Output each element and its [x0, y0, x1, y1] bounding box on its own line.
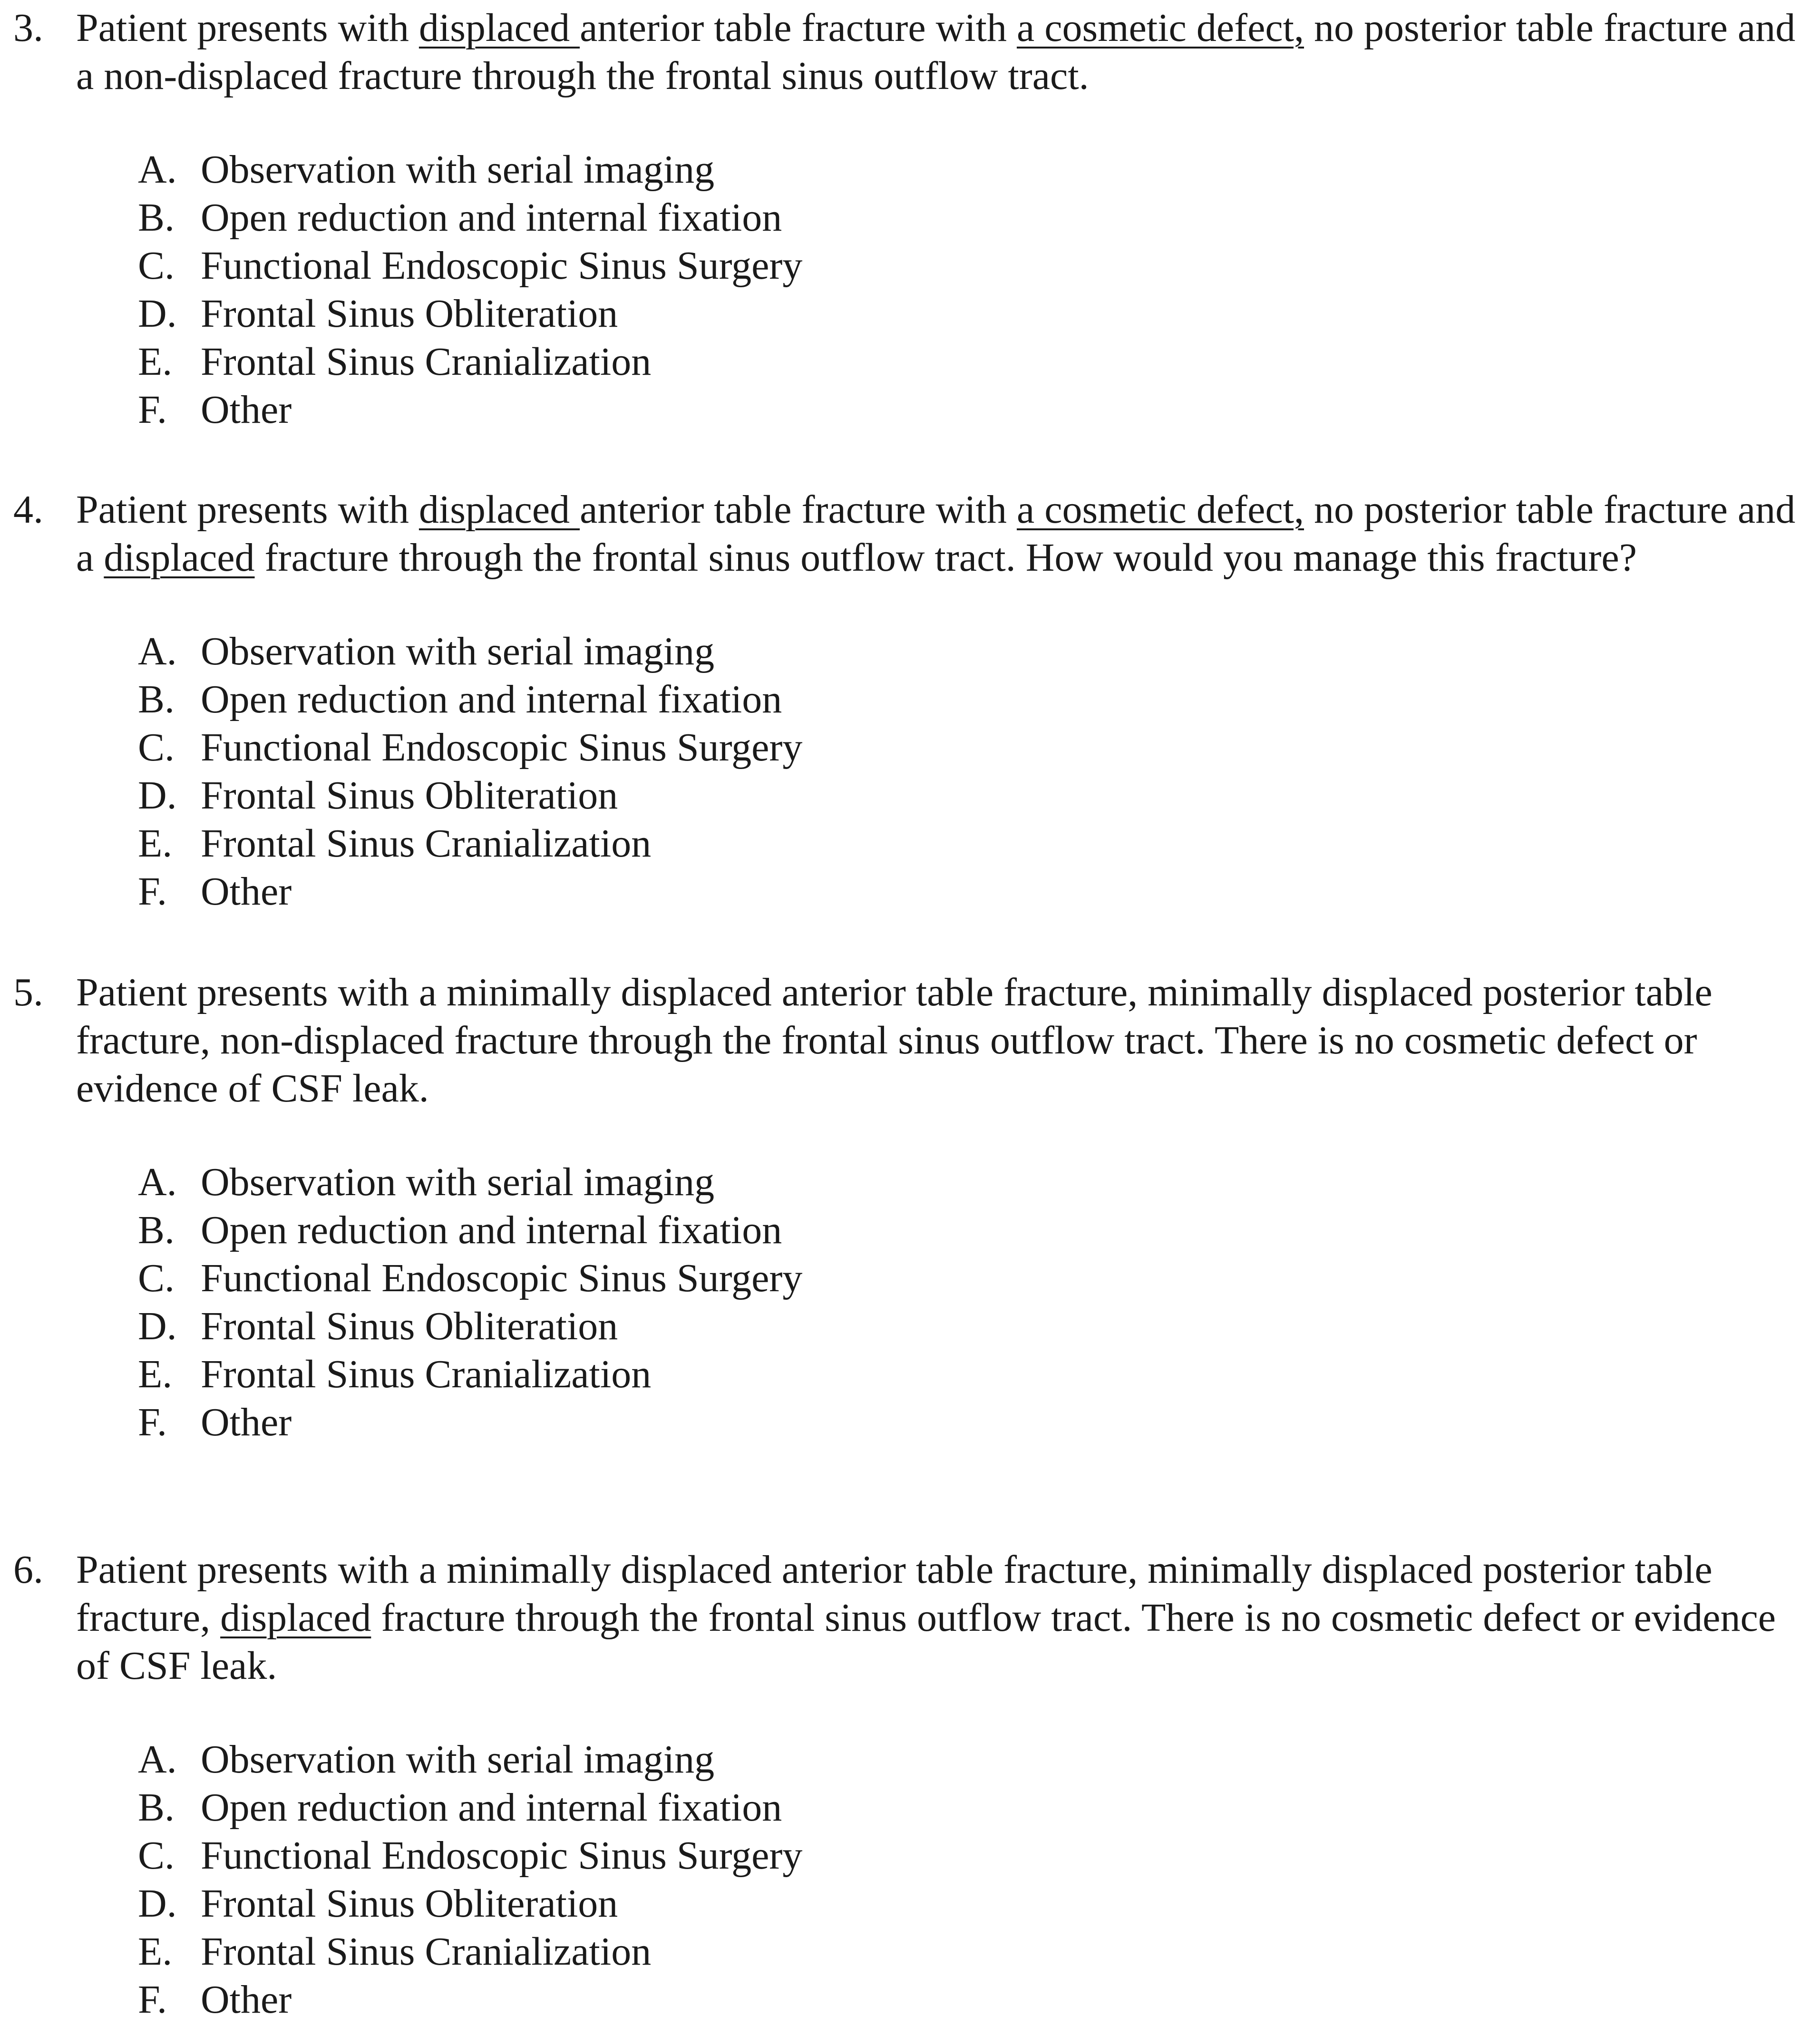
answer-choices — [0, 627, 1820, 916]
choice-letter: A. — [138, 1160, 177, 1204]
answer-choice[interactable] — [0, 627, 1820, 675]
choice-letter: C. — [138, 1833, 175, 1878]
question-6 — [0, 1546, 1820, 2024]
choice-text: Open reduction and internal fixation — [201, 1785, 782, 1830]
question-number: 5. — [13, 970, 43, 1014]
choice-text: Open reduction and internal fixation — [201, 195, 782, 240]
answer-choice[interactable] — [0, 1398, 1820, 1446]
choice-text: Frontal Sinus Obliteration — [201, 1881, 618, 1926]
answer-choice[interactable] — [0, 1254, 1820, 1302]
choice-letter: B. — [138, 1785, 175, 1830]
answer-choice[interactable] — [0, 194, 1820, 242]
choice-text: Frontal Sinus Obliteration — [201, 292, 618, 336]
question-number: 6. — [13, 1548, 43, 1592]
choice-text: Frontal Sinus Obliteration — [201, 1304, 618, 1348]
choice-text: Frontal Sinus Cranialization — [201, 1929, 652, 1974]
answer-choice[interactable] — [0, 290, 1820, 338]
answer-choice[interactable] — [0, 1735, 1820, 1783]
choice-letter: B. — [138, 677, 175, 721]
choice-text: Frontal Sinus Cranialization — [201, 340, 652, 384]
answer-choice[interactable] — [0, 723, 1820, 771]
choice-letter: A. — [138, 629, 177, 673]
question-stem: 5. Patient presents with a minimally displaced anterior table fracture, minimally displaced posterior table fracture, non-displaced fracture through the frontal sinus outflow tract. There is no cosmetic defect or evidence of CSF leak. — [0, 968, 1820, 1112]
choice-text: Functional Endoscopic Sinus Surgery — [201, 1256, 803, 1300]
choice-letter: D. — [138, 1304, 177, 1348]
question-number: 4. — [13, 487, 43, 532]
answer-choices — [0, 1158, 1820, 1446]
choice-letter: C. — [138, 725, 175, 770]
choice-text: Other — [201, 388, 292, 432]
answer-choice[interactable] — [0, 675, 1820, 723]
answer-choice[interactable] — [0, 338, 1820, 386]
choice-text: Frontal Sinus Cranialization — [201, 1352, 652, 1396]
answer-choice[interactable] — [0, 1928, 1820, 1976]
question-number: 3. — [13, 6, 43, 50]
choice-text: Frontal Sinus Obliteration — [201, 773, 618, 818]
answer-choice[interactable] — [0, 867, 1820, 916]
choice-text: Other — [201, 1978, 292, 2022]
choice-letter: B. — [138, 1208, 175, 1252]
choice-letter: D. — [138, 1881, 177, 1926]
answer-choice[interactable] — [0, 146, 1820, 194]
choice-letter: D. — [138, 292, 177, 336]
answer-choices — [0, 1735, 1820, 2024]
choice-letter: C. — [138, 244, 175, 288]
question-stem: 3. Patient presents with displaced anterior table fracture with a cosmetic defect, no posterior table fracture and a non-displaced fracture through the frontal sinus outflow tract. — [0, 4, 1820, 100]
choice-text: Functional Endoscopic Sinus Surgery — [201, 244, 803, 288]
answer-choice[interactable] — [0, 386, 1820, 434]
answer-choice[interactable] — [0, 771, 1820, 819]
answer-choice[interactable] — [0, 1976, 1820, 2024]
answer-choice[interactable] — [0, 1831, 1820, 1880]
choice-letter: E. — [138, 340, 173, 384]
choice-text: Functional Endoscopic Sinus Surgery — [201, 1833, 803, 1878]
answer-choice[interactable] — [0, 242, 1820, 290]
choice-letter: F. — [138, 388, 167, 432]
choice-letter: F. — [138, 869, 167, 914]
choice-letter: F. — [138, 1400, 167, 1444]
choice-text: Observation with serial imaging — [201, 147, 715, 192]
question-5 — [0, 968, 1820, 1446]
choice-text: Frontal Sinus Cranialization — [201, 821, 652, 866]
choice-letter: E. — [138, 1929, 173, 1974]
choice-text: Observation with serial imaging — [201, 1737, 715, 1782]
answer-choice[interactable] — [0, 1302, 1820, 1350]
choice-letter: B. — [138, 195, 175, 240]
answer-choice[interactable] — [0, 1206, 1820, 1254]
choice-text: Open reduction and internal fixation — [201, 1208, 782, 1252]
choice-letter: E. — [138, 821, 173, 866]
answer-choice[interactable] — [0, 1158, 1820, 1206]
choice-letter: A. — [138, 1737, 177, 1782]
question-stem: 4. Patient presents with displaced anterior table fracture with a cosmetic defect, no posterior table fracture and a displaced fracture through the frontal sinus outflow tract. How would you manage this fracture? — [0, 486, 1820, 582]
question-3 — [0, 4, 1820, 434]
answer-choice[interactable] — [0, 819, 1820, 867]
choice-text: Open reduction and internal fixation — [201, 677, 782, 721]
choice-text: Other — [201, 1400, 292, 1444]
choice-letter: E. — [138, 1352, 173, 1396]
choice-letter: C. — [138, 1256, 175, 1300]
choice-letter: D. — [138, 773, 177, 818]
answer-choice[interactable] — [0, 1350, 1820, 1398]
answer-choices — [0, 146, 1820, 434]
answer-choice[interactable] — [0, 1880, 1820, 1928]
choice-text: Other — [201, 869, 292, 914]
choice-text: Observation with serial imaging — [201, 629, 715, 673]
choice-text: Observation with serial imaging — [201, 1160, 715, 1204]
choice-letter: F. — [138, 1978, 167, 2022]
choice-letter: A. — [138, 147, 177, 192]
answer-choice[interactable] — [0, 1783, 1820, 1831]
choice-text: Functional Endoscopic Sinus Surgery — [201, 725, 803, 770]
question-stem: 6. Patient presents with a minimally displaced anterior table fracture, minimally displaced posterior table fracture, displaced fracture through the frontal sinus outflow tract. There is no cosmetic defect or evidence of CSF leak. — [0, 1546, 1820, 1690]
question-4 — [0, 486, 1820, 916]
